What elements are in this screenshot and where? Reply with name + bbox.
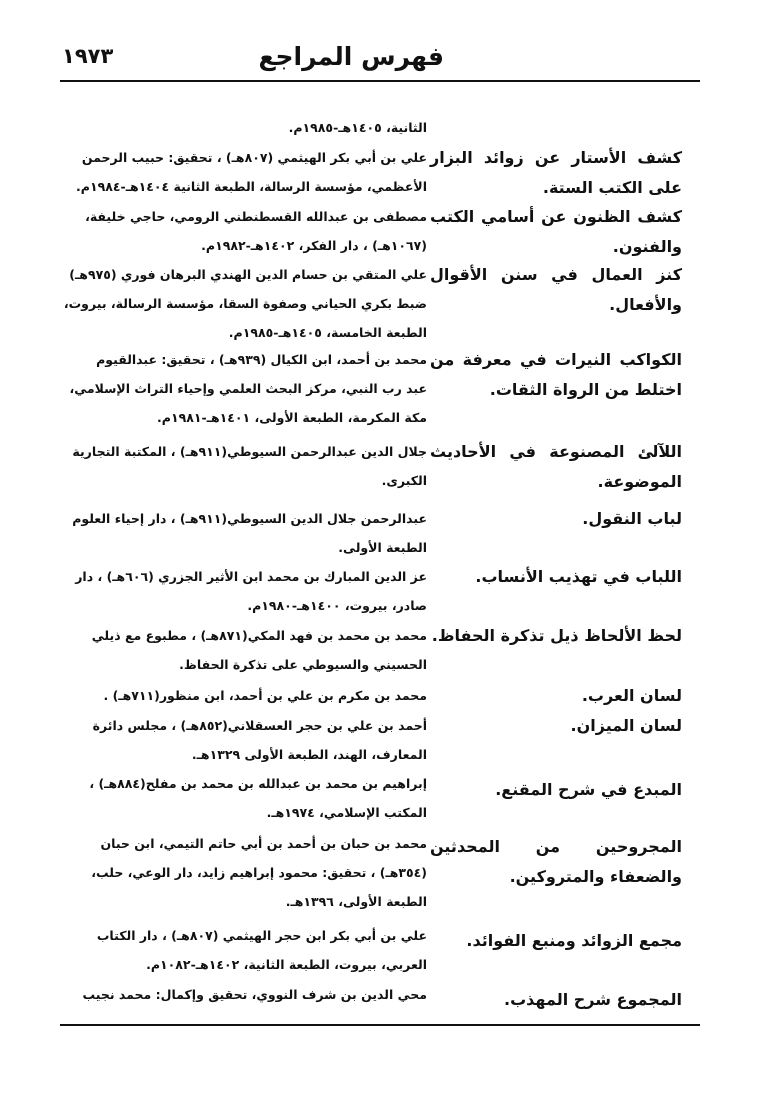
- footer-rule: [60, 1024, 700, 1026]
- entry-title: الكواكب النيرات في معرفة من اختلط من الرواة الثقات.: [430, 350, 682, 399]
- entry-title: لحظ الألحاظ ذيل تذكرة الحفاظ.: [431, 626, 682, 645]
- description-line: علي المتقي بن حسام الدين الهندي البرهان فوري (٩٧٥هـ): [69, 267, 427, 282]
- entry-description: [72, 504, 427, 562]
- description-line: الثانية، ١٤٠٥هـ-١٩٨٥م.: [288, 120, 427, 135]
- description-line: عبد رب النبي، مركز البحث العلمي وإحياء التراث الإسلامي،: [69, 381, 427, 396]
- description-line: محمد بن مكرم بن علي بن أحمد، ابن منظور(٧١١هـ) .: [103, 688, 427, 703]
- entry-title: اللباب في تهذيب الأنساب.: [475, 567, 682, 586]
- description-line: المعارف، الهند، الطبعة الأولى ١٣٢٩هـ.: [191, 747, 427, 762]
- description-line: (١٠٦٧هـ) ، دار الفكر، ١٤٠٢هـ-١٩٨٢م.: [201, 238, 427, 253]
- description-line: علي بن أبي بكر الهيثمي (٨٠٧هـ) ، تحقيق: حبيب الرحمن: [81, 150, 427, 165]
- entry-title: كشف الأستار عن زوائد البزار على الكتب الستة.: [430, 148, 682, 197]
- entry-description: [72, 829, 427, 916]
- entry-description: [72, 437, 427, 495]
- entry-title: كشف الظنون عن أسامي الكتب والفنون.: [430, 207, 682, 256]
- description-line: المكتب الإسلامي، ١٩٧٤هـ.: [266, 805, 427, 820]
- entry-title: لسان الميزان.: [570, 716, 682, 735]
- description-line: الطبعة الأولى.: [338, 540, 427, 555]
- description-line: ضبط بكري الحياني وصفوة السقا، مؤسسة الرسالة، بيروت،: [63, 296, 427, 311]
- page-header: [60, 40, 700, 84]
- entry-description: [69, 345, 427, 432]
- entry-description: [72, 711, 427, 769]
- entry-description: [72, 681, 427, 710]
- description-line: محمد بن أحمد، ابن الكيال (٩٣٩هـ) ، تحقيق: عبدالقيوم: [96, 352, 427, 367]
- description-line: مكة المكرمة، الطبعة الأولى، ١٤٠١هـ-١٩٨١م.: [157, 410, 427, 425]
- description-line: الحسيني والسيوطي على تذكرة الحفاظ.: [179, 657, 427, 672]
- description-line: (٣٥٤هـ) ، تحقيق: محمود إبراهيم زايد، دار الوعي، حلب،: [91, 865, 427, 880]
- description-line: عز الدين المبارك بن محمد ابن الأثير الجزري (٦٠٦هـ) ، دار: [75, 569, 427, 584]
- description-line: العربي، بيروت، الطبعة الثانية، ١٤٠٢هـ-١٠٨٢م.: [146, 957, 427, 972]
- description-line: الطبعة الأولى، ١٣٩٦هـ.: [285, 894, 427, 909]
- page-number: ١٩٧٣: [62, 44, 114, 68]
- description-line: محمد بن محمد بن فهد المكي(٨٧١هـ) ، مطبوع مع ذيلي: [91, 628, 427, 643]
- description-line: محمد بن حبان بن أحمد بن أبي حاتم التيمي، ابن حبان: [100, 836, 427, 851]
- entry-title: المبدع في شرح المقنع.: [495, 780, 682, 799]
- description-line: محي الدين بن شرف النووي، تحقيق وإكمال: محمد نجيب: [82, 987, 427, 1002]
- description-line: الكبرى.: [381, 473, 427, 488]
- entry-description: [72, 202, 427, 260]
- entry-title: كنز العمال في سنن الأقوال والأفعال.: [430, 265, 682, 314]
- entry-description: [72, 769, 427, 827]
- description-line: الأعظمي، مؤسسة الرسالة، الطبعة الثانية ١٤٠٤هـ-١٩٨٤م.: [76, 179, 427, 194]
- entry-title: مجمع الزوائد ومنبع الفوائد.: [466, 931, 682, 950]
- entry-description: [72, 921, 427, 979]
- description-line: مصطفى بن عبدالله القسطنطني الرومي، حاجي خليفة،: [85, 209, 427, 224]
- description-line: عبدالرحمن جلال الدين السيوطي(٩١١هـ) ، دار إحياء العلوم: [72, 511, 427, 526]
- entry-title: المجروحين من المحدثين والضعفاء والمتروكين.: [430, 837, 682, 886]
- description-line: صادر، بيروت، ١٤٠٠هـ-١٩٨٠م.: [247, 598, 427, 613]
- description-line: جلال الدين عبدالرحمن السيوطي(٩١١هـ) ، المكتبة التجارية: [72, 444, 427, 459]
- header-rule: [60, 80, 700, 82]
- description-line: إبراهيم بن محمد بن عبدالله بن محمد بن مفلح(٨٨٤هـ) ،: [89, 776, 427, 791]
- entry-description: [63, 260, 427, 347]
- page-title: فهرس المراجع: [258, 42, 444, 71]
- entry-description: [72, 621, 427, 679]
- entry-description: [72, 143, 427, 201]
- entry-title: لسان العرب.: [581, 686, 682, 705]
- description-line: أحمد بن علي بن حجر العسقلاني(٨٥٢هـ) ، مجلس دائرة: [92, 718, 427, 733]
- entry-description: [72, 562, 427, 620]
- description-line: الطبعة الخامسة، ١٤٠٥هـ-١٩٨٥م.: [228, 325, 427, 340]
- entry-description: [72, 980, 427, 1009]
- entry-title: اللآلئ المصنوعة في الأحاديث الموضوعة.: [430, 442, 682, 491]
- description-line: علي بن أبي بكر ابن حجر الهيثمي (٨٠٧هـ) ، دار الكتاب: [96, 928, 427, 943]
- entry-title: لباب النقول.: [582, 509, 682, 528]
- entry-description: [72, 113, 427, 142]
- entry-title: المجموع شرح المهذب.: [504, 990, 682, 1009]
